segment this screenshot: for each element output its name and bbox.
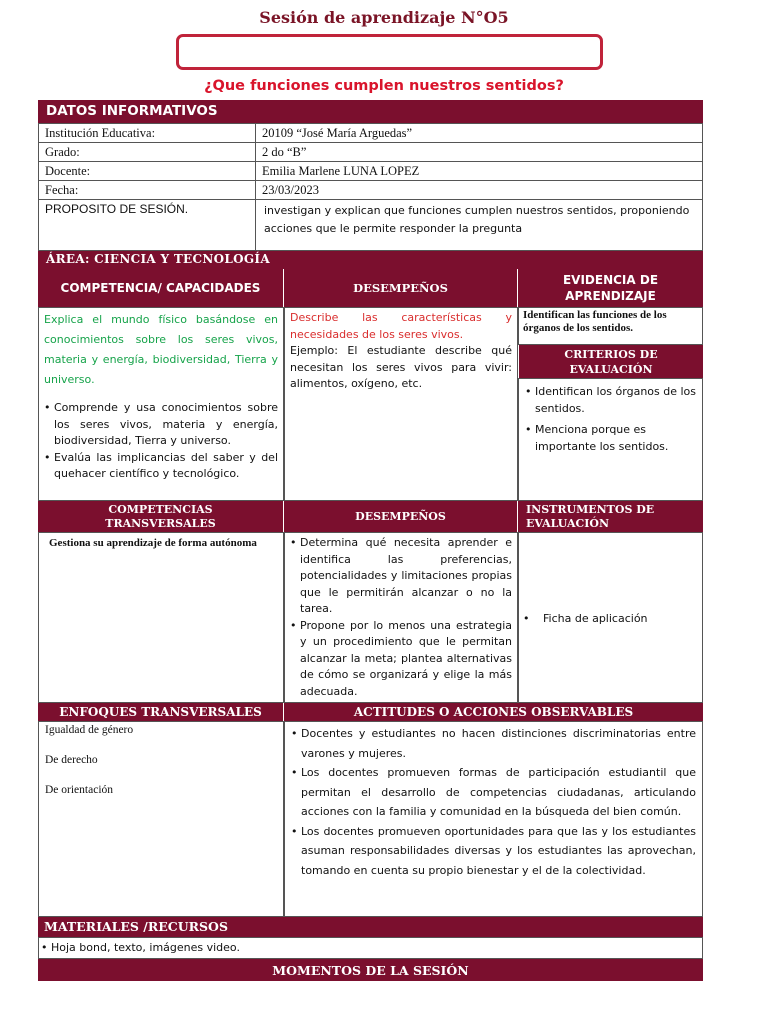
criterio-item: • Identifican los órganos de los sentidos. bbox=[525, 383, 696, 417]
materiales-header: MATERIALES /RECURSOS bbox=[38, 917, 703, 937]
material-item: • Hoja bond, texto, imágenes video. bbox=[41, 940, 700, 957]
enfoque-item: De derecho bbox=[45, 754, 98, 766]
desempenos-cell bbox=[284, 307, 518, 501]
session-question: ¿Que funciones cumplen nuestros sentidos? bbox=[204, 78, 564, 94]
area-heading: ÁREA: CIENCIA Y TECNOLOGÍA bbox=[38, 251, 703, 269]
competencia-text: Explica el mundo físico basándose en conocimientos sobre los seres vivos, materia y energía, biodiversidad, Tierra y universo. bbox=[44, 313, 278, 386]
info-row-docente-label: Docente: bbox=[38, 161, 256, 181]
desempeno-transversal-item: • Determina qué necesita aprender e identifica las preferencias, potencialidades y limitaciones propias que le permitirán alcanzar o no la tarea. bbox=[290, 535, 512, 618]
enfoques-cell bbox=[38, 721, 284, 917]
info-row-fecha-value: 23/03/2023 bbox=[255, 180, 703, 200]
name-box bbox=[176, 34, 603, 70]
evidencia-text: Identifican las funciones de los órganos de los sentidos. bbox=[523, 309, 667, 334]
actitud-item: • Docentes y estudiantes no hacen distinciones discriminatorias entre varones y mujeres. bbox=[291, 724, 696, 763]
info-row-institucion-value: 20109 “José María Arguedas” bbox=[255, 123, 703, 143]
momentos-header: MOMENTOS DE LA SESIÓN bbox=[38, 959, 703, 981]
competencia-transversal-text: Gestiona su aprendizaje de forma autónoma bbox=[49, 537, 257, 549]
actitudes-header: ACTITUDES O ACCIONES OBSERVABLES bbox=[284, 703, 703, 721]
actitudes-list bbox=[291, 724, 696, 880]
enfoques-header: ENFOQUES TRANSVERSALES bbox=[38, 703, 284, 721]
actitud-item: • Los docentes promueven formas de participación estudiantil que permitan el desarrollo de competencias ciudadanas, articulando acciones con la familia y comunidad en la búsqueda del bien común. bbox=[291, 763, 696, 822]
actitud-item: • Los docentes promueven oportunidades para que las y los estudiantes asuman responsabilidades diversas y los estudiantes las aprovechan, tomando en cuenta su propio bienestar y el de la colectividad. bbox=[291, 822, 696, 881]
desempenos-transversales-cell bbox=[284, 532, 518, 703]
info-row-fecha-label: Fecha: bbox=[38, 180, 256, 200]
info-row-institucion-label: Institución Educativa: bbox=[38, 123, 256, 143]
desempenos-transversales-list bbox=[290, 535, 512, 700]
bullet-icon: • bbox=[523, 612, 530, 625]
competencia-cell bbox=[38, 307, 284, 501]
criterios-cell bbox=[518, 378, 703, 501]
competencia-transversal-cell bbox=[38, 532, 284, 703]
materiales-cell bbox=[38, 937, 703, 959]
enfoque-item: Igualdad de género bbox=[45, 724, 134, 736]
evidencia-header: EVIDENCIA DE APRENDIZAJE bbox=[518, 269, 703, 307]
capacidad-item: • Evalúa las implicancias del saber y del quehacer científico y tecnológico. bbox=[44, 450, 278, 483]
capacidad-item: • Comprende y usa conocimientos sobre los seres vivos, materia y energía, biodiversidad, Tierra y universo. bbox=[44, 400, 278, 450]
actitudes-cell bbox=[284, 721, 703, 917]
info-row-grado-value: 2 do “B” bbox=[255, 142, 703, 162]
criterios-list bbox=[525, 383, 696, 455]
criterios-header: CRITERIOS DE EVALUACIÓN bbox=[519, 345, 703, 378]
info-row-proposito-label: PROPOSITO DE SESIÓN. bbox=[38, 199, 256, 251]
desempeno-text: Describe las características y necesidades de los seres vivos. bbox=[290, 311, 512, 341]
session-title: Sesión de aprendizaje N°O5 bbox=[259, 8, 509, 27]
competencia-capacidades-header: COMPETENCIA/ CAPACIDADES bbox=[38, 269, 284, 307]
competencias-transversales-header: COMPETENCIAS TRANSVERSALES bbox=[38, 501, 284, 532]
info-row-docente-value: Emilia Marlene LUNA LOPEZ bbox=[255, 161, 703, 181]
datos-informativos-heading: DATOS INFORMATIVOS bbox=[38, 100, 703, 123]
desempeno-example: Ejemplo: El estudiante describe qué necesitan los seres vivos para vivir: alimentos, oxígeno, etc. bbox=[290, 344, 512, 390]
info-row-grado-label: Grado: bbox=[38, 142, 256, 162]
materiales-list bbox=[41, 940, 700, 957]
instrumento-text: Ficha de aplicación bbox=[543, 612, 648, 625]
criterio-item: • Menciona porque es importante los sentidos. bbox=[525, 421, 696, 455]
info-row-proposito-value: investigan y explican que funciones cumplen nuestros sentidos, proponiendo acciones que le permite responder la pregunta bbox=[255, 199, 703, 251]
desempenos-header: DESEMPEÑOS bbox=[284, 269, 518, 307]
instrumento-cell bbox=[518, 532, 703, 703]
desempenos-transversales-header: DESEMPEÑOS bbox=[284, 501, 518, 532]
desempeno-transversal-item: • Propone por lo menos una estrategia y un procedimiento que le permitan alcanzar la meta; plantea alternativas de cómo se organizará y elige la más adecuada. bbox=[290, 618, 512, 701]
enfoque-item: De orientación bbox=[45, 784, 114, 796]
capacidades-list bbox=[44, 400, 278, 483]
evidencia-cell bbox=[518, 307, 703, 345]
instrumentos-header: INSTRUMENTOS DE EVALUACIÓN bbox=[518, 501, 703, 532]
